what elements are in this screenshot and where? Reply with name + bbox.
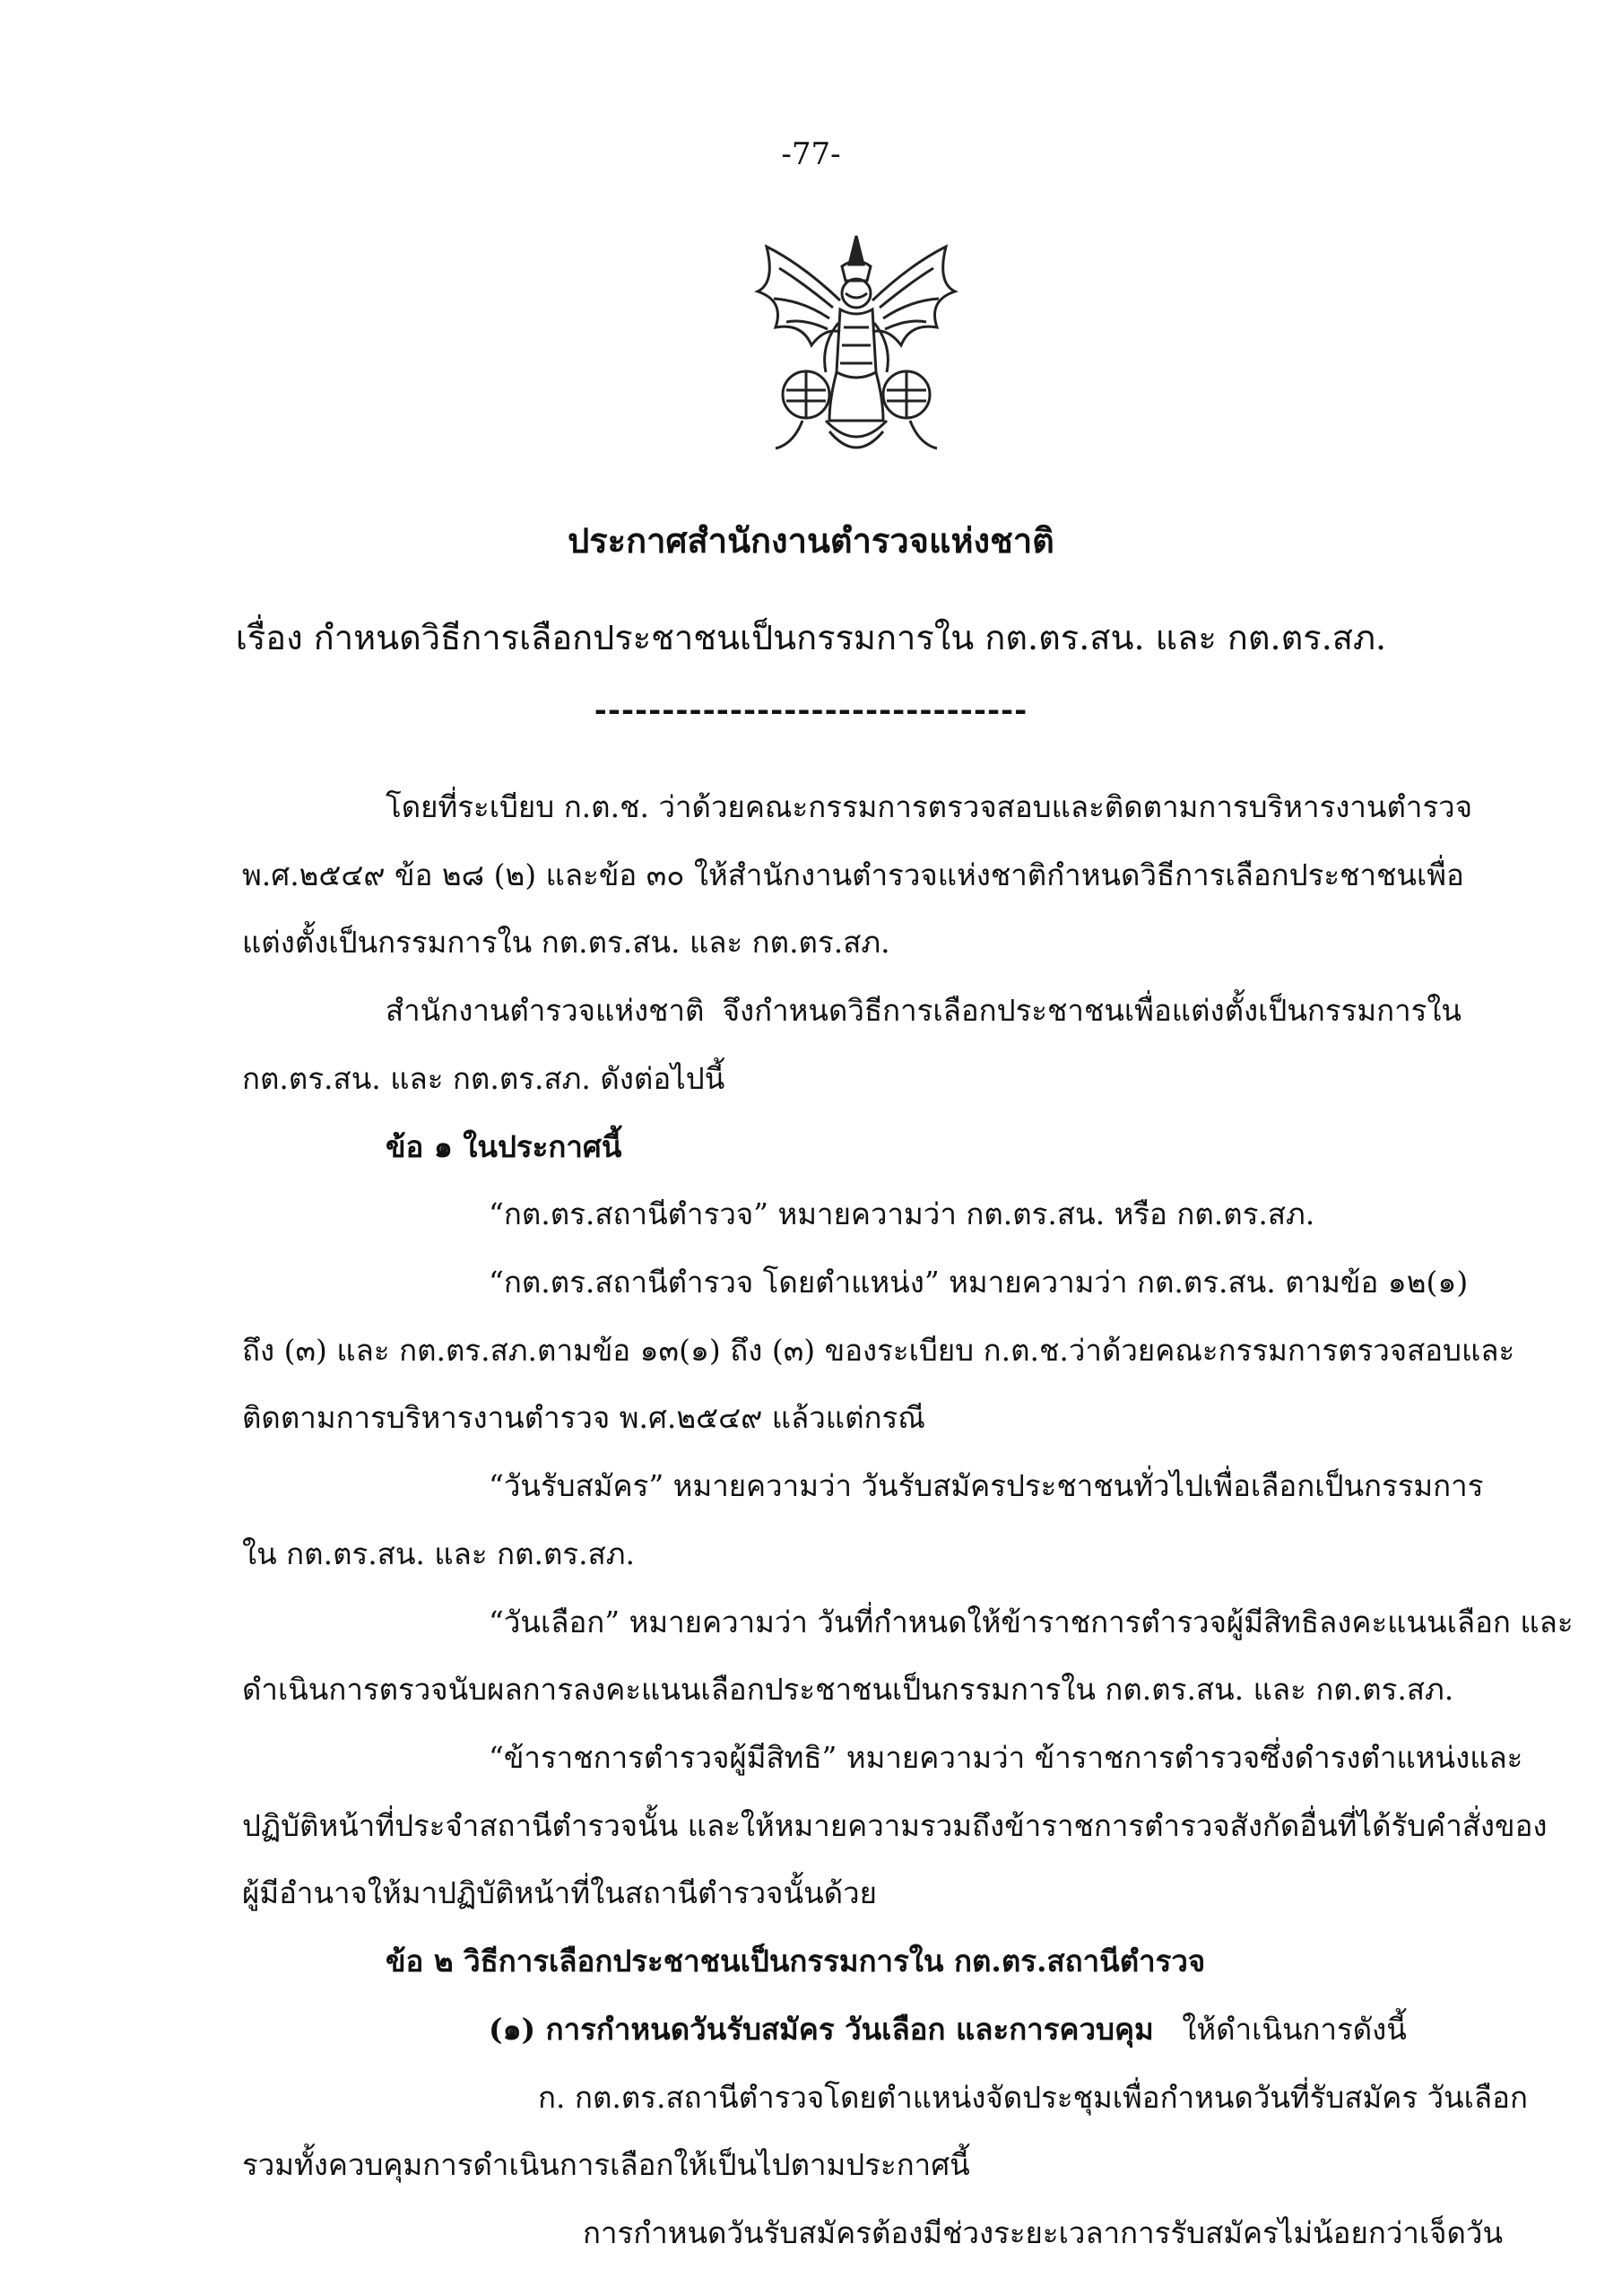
- separator-line: --------------------------------: [594, 692, 1028, 728]
- document-subject: เรื่อง กำหนดวิธีการเลือกประชาชนเป็นกรรมการใน กต.ตร.สน. และ กต.ตร.สภ.: [235, 618, 1387, 657]
- body-line: “กต.ตร.สถานีตำรวจ” หมายความว่า กต.ตร.สน. หรือ กต.ตร.สภ.: [489, 1196, 1315, 1231]
- body-line: ใน กต.ตร.สน. และ กต.ตร.สภ.: [242, 1536, 636, 1571]
- subclause-line: [489, 2012, 1622, 2048]
- body-line: แต่งตั้งเป็นกรรมการใน กต.ตร.สน. และ กต.ตร.สภ.: [242, 925, 890, 960]
- subclause-text: ให้ดำเนินการดังนี้: [1182, 2012, 1407, 2047]
- body-line: ผู้มีอำนาจให้มาปฏิบัติหน้าที่ในสถานีตำรวจนั้นด้วย: [242, 1875, 877, 1910]
- body-line: สำนักงานตำรวจแห่งชาติ จึงกำหนดวิธีการเลือกประชาชนเพื่อแต่งตั้งเป็นกรรมการใน: [386, 993, 1462, 1028]
- body-line: “วันรับสมัคร” หมายความว่า วันรับสมัครประชาชนทั่วไปเพื่อเลือกเป็นกรรมการ: [489, 1468, 1484, 1503]
- body-line: ปฏิบัติหน้าที่ประจำสถานีตำรวจนั้น และให้หมายความรวมถึงข้าราชการตำรวจสังกัดอื่นที่ได้รับคำสั่งของ: [242, 1808, 1548, 1843]
- body-line: “กต.ตร.สถานีตำรวจ โดยตำแหน่ง” หมายความว่า กต.ตร.สน. ตามข้อ ๑๒(๑): [489, 1265, 1469, 1300]
- body-line: การกำหนดวันรับสมัครต้องมีช่วงระยะเวลาการรับสมัครไม่น้อยกว่าเจ็ดวัน: [583, 2215, 1504, 2250]
- garuda-emblem-icon: [740, 229, 973, 466]
- body-line: ติดตามการบริหารงานตำรวจ พ.ศ.๒๕๔๙ แล้วแต่กรณี: [242, 1400, 925, 1435]
- body-line: กต.ตร.สน. และ กต.ตร.สภ. ดังต่อไปนี้: [242, 1061, 725, 1096]
- body-line: พ.ศ.๒๕๔๙ ข้อ ๒๘ (๒) และข้อ ๓๐ ให้สำนักงานตำรวจแห่งชาติกำหนดวิธีการเลือกประชาชนเพื่อ: [242, 857, 1464, 892]
- body-line: “วันเลือก” หมายความว่า วันที่กำหนดให้ข้าราชการตำรวจผู้มีสิทธิลงคะแนนเลือก และ: [489, 1605, 1574, 1639]
- body-line: ก. กต.ตร.สถานีตำรวจโดยตำแหน่งจัดประชุมเพื่อกำหนดวันที่รับสมัคร วันเลือก: [538, 2080, 1528, 2115]
- clause-heading: ข้อ ๒ วิธีการเลือกประชาชนเป็นกรรมการใน กต.ตร.สถานีตำรวจ: [386, 1944, 1206, 1979]
- body-line: ดำเนินการตรวจนับผลการลงคะแนนเลือกประชาชนเป็นกรรมการใน กต.ตร.สน. และ กต.ตร.สภ.: [242, 1672, 1454, 1707]
- page-number: -77-: [781, 136, 841, 172]
- clause-heading: ข้อ ๑ ในประกาศนี้: [386, 1129, 622, 1164]
- body-line: “ข้าราชการตำรวจผู้มีสิทธิ” หมายความว่า ข้าราชการตำรวจซึ่งดำรงตำแหน่งและ: [489, 1740, 1523, 1775]
- body-line: โดยที่ระเบียบ ก.ต.ช. ว่าด้วยคณะกรรมการตรวจสอบและติดตามการบริหารงานตำรวจ: [386, 789, 1473, 824]
- body-line: รวมทั้งควบคุมการดำเนินการเลือกให้เป็นไปตามประกาศนี้: [242, 2147, 970, 2182]
- subclause-heading: (๑) การกำหนดวันรับสมัคร วันเลือก และการควบคุม: [489, 2012, 1154, 2047]
- body-line: ถึง (๓) และ กต.ตร.สภ.ตามข้อ ๑๓(๑) ถึง (๓) ของระเบียบ ก.ต.ช.ว่าด้วยคณะกรรมการตรวจสอบและ: [242, 1333, 1515, 1368]
- document-title: ประกาศสำนักงานตำรวจแห่งชาติ: [568, 520, 1054, 561]
